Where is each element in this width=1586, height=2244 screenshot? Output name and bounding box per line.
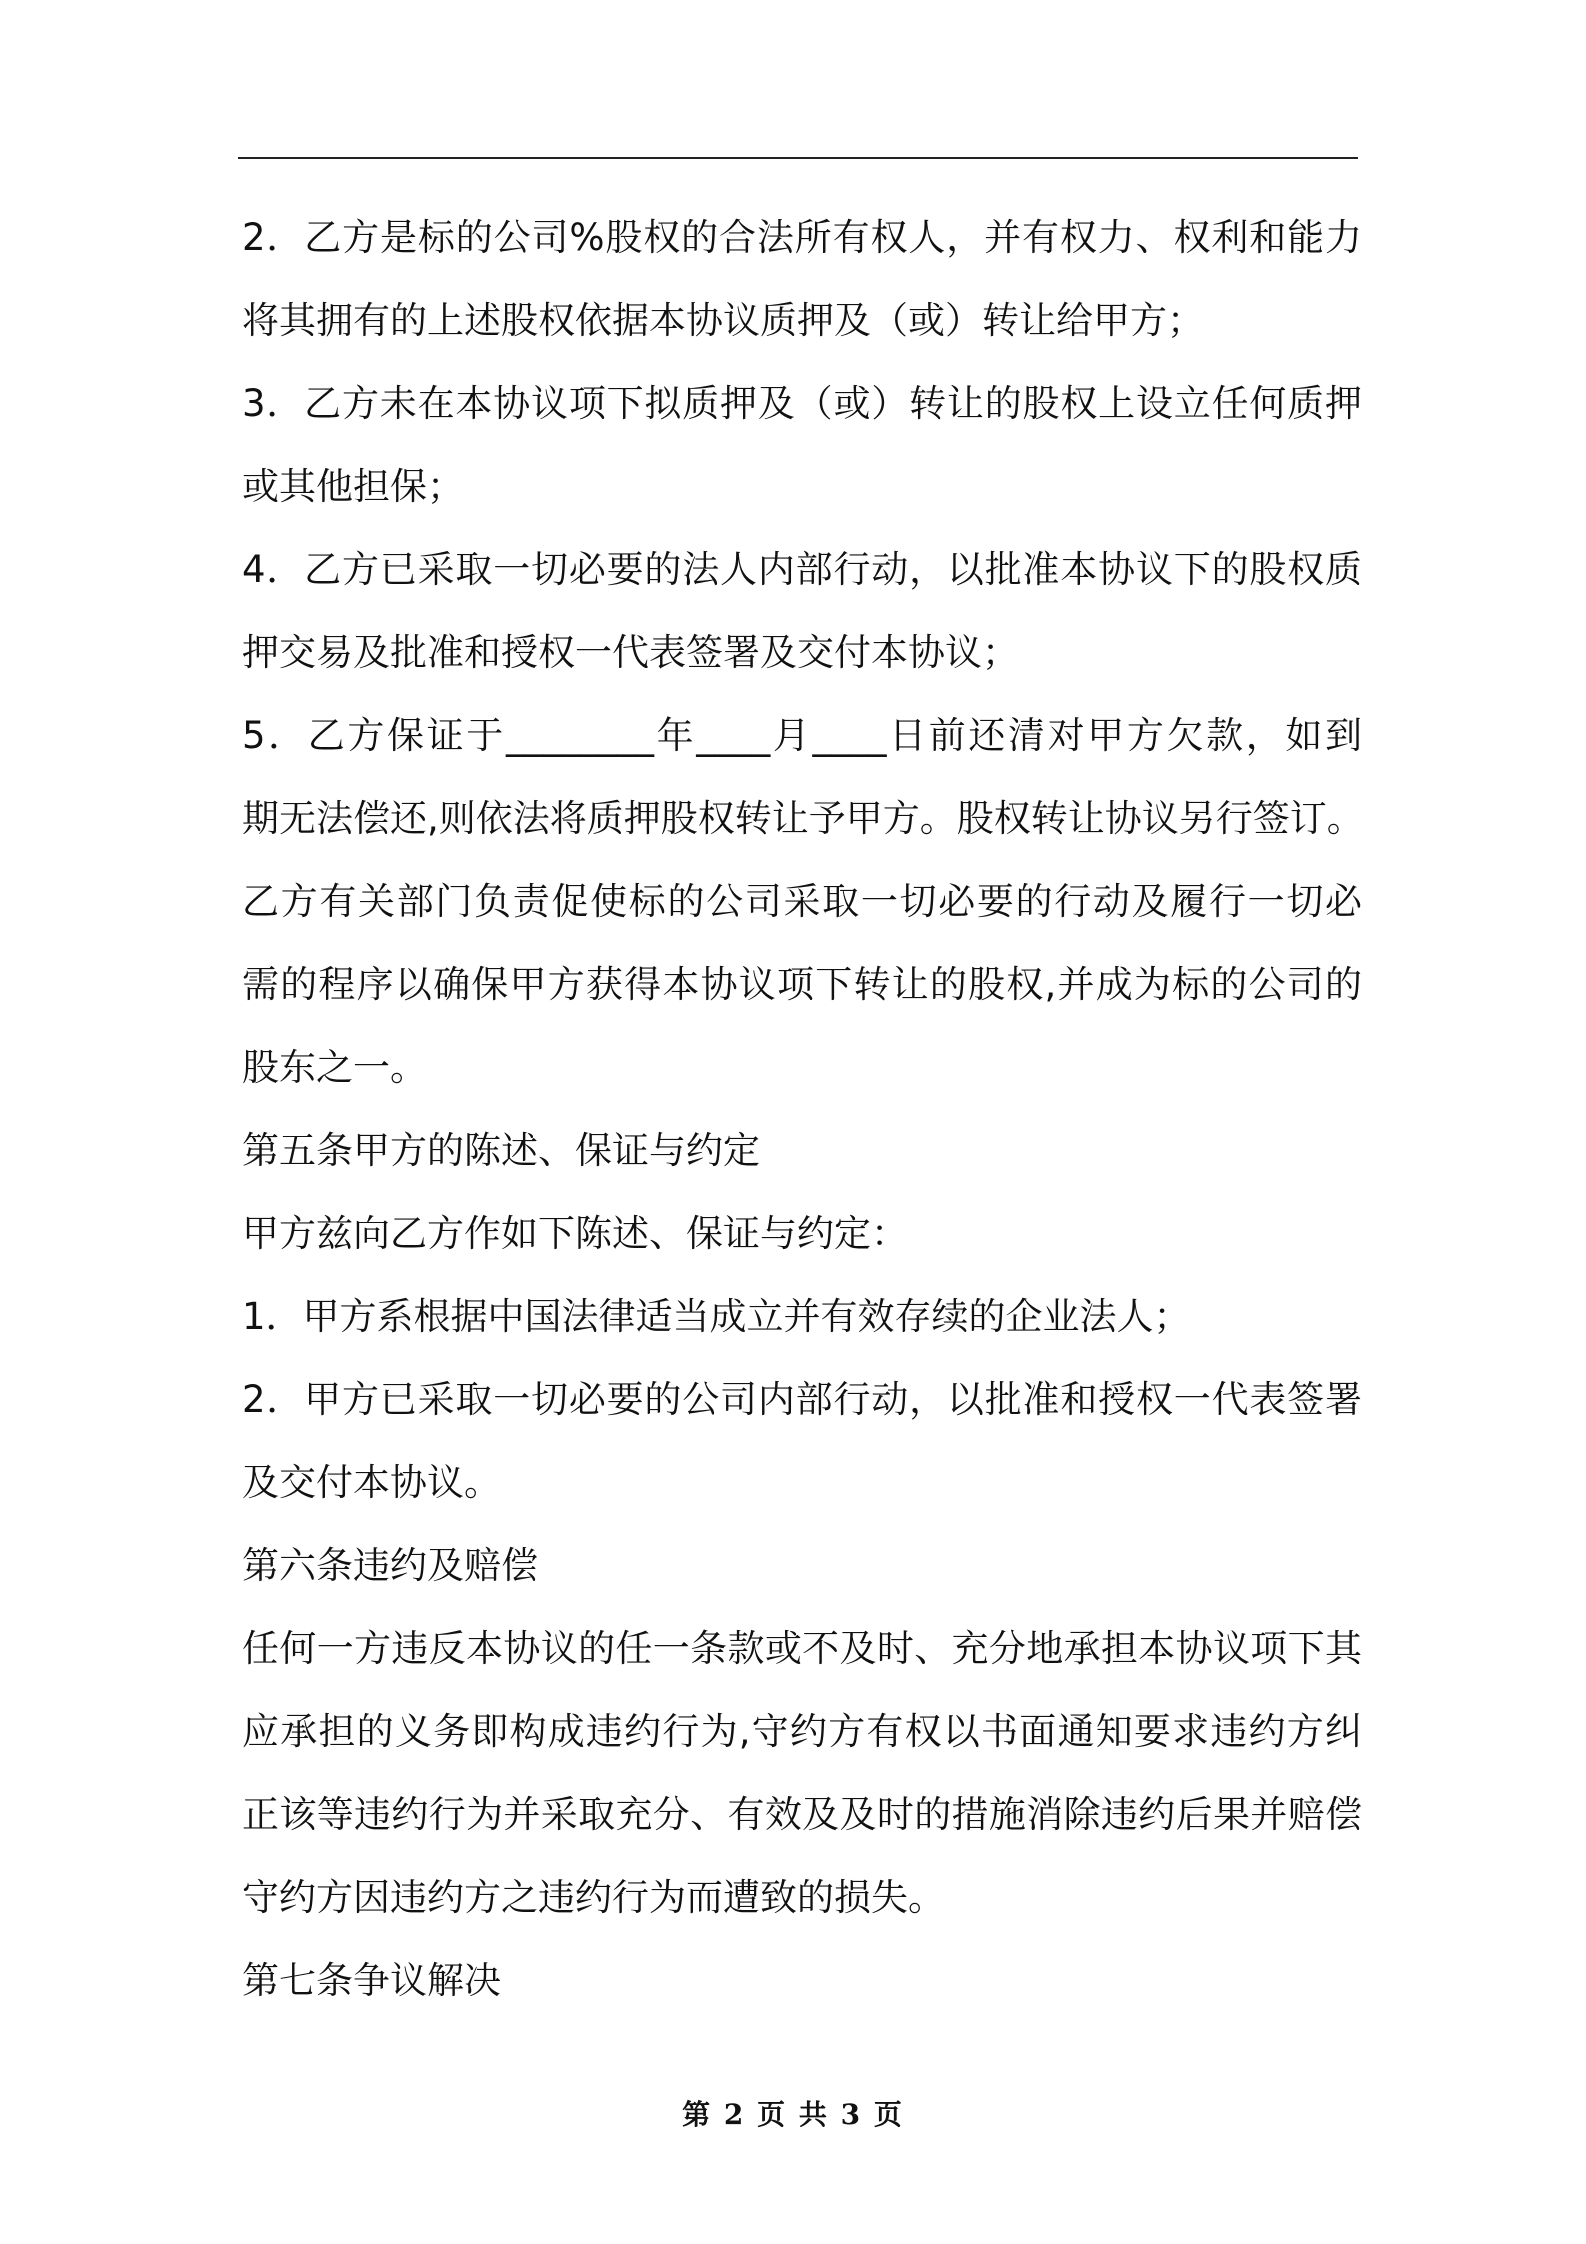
text-line: 甲方兹向乙方作如下陈述、保证与约定： [242, 1212, 908, 1255]
text-line: 5．乙方保证于________年____月____日前还清对甲方欠款，如到 [242, 714, 1362, 757]
text-line: 押交易及批准和授权一代表签署及交付本协议； [242, 631, 1019, 674]
text-line: 或其他担保； [242, 465, 464, 508]
text-line: 乙方有关部门负责促使标的公司采取一切必要的行动及履行一切必 [242, 880, 1362, 923]
text-line: 守约方因违约方之违约行为而遭致的损失。 [242, 1876, 945, 1919]
section-heading: 第七条争议解决 [242, 1959, 501, 2002]
text-line: 需的程序以确保甲方获得本协议项下转让的股权,并成为标的公司的 [242, 963, 1362, 1006]
text-line: 任何一方违反本协议的任一条款或不及时、充分地承担本协议项下其 [242, 1627, 1362, 1670]
section-heading: 第五条甲方的陈述、保证与约定 [242, 1129, 760, 1172]
text-line: 及交付本协议。 [242, 1461, 501, 1504]
text-line: 4．乙方已采取一切必要的法人内部行动，以批准本协议下的股权质 [242, 548, 1362, 591]
section-heading: 第六条违约及赔偿 [242, 1544, 538, 1587]
header-rule [238, 157, 1358, 159]
text-line: 应承担的义务即构成违约行为,守约方有权以书面通知要求违约方纠 [242, 1710, 1362, 1753]
text-line: 2．乙方是标的公司%股权的合法所有权人，并有权力、权利和能力 [242, 216, 1362, 259]
text-line: 正该等违约行为并采取充分、有效及及时的措施消除违约后果并赔偿 [242, 1793, 1362, 1836]
body-text [242, 196, 1362, 2022]
text-line: 股东之一。 [242, 1046, 427, 1089]
text-line: 1．甲方系根据中国法律适当成立并有效存续的企业法人； [242, 1295, 1191, 1338]
text-line: 3．乙方未在本协议项下拟质押及（或）转让的股权上设立任何质押 [242, 382, 1362, 425]
text-line: 期无法偿还,则依法将质押股权转让予甲方。股权转让协议另行签订。 [242, 797, 1364, 840]
text-line: 将其拥有的上述股权依据本协议质押及（或）转让给甲方； [242, 299, 1204, 342]
text-line: 2．甲方已采取一切必要的公司内部行动，以批准和授权一代表签署 [242, 1378, 1362, 1421]
page-number-footer: 第 2 页 共 3 页 [682, 2098, 904, 2131]
